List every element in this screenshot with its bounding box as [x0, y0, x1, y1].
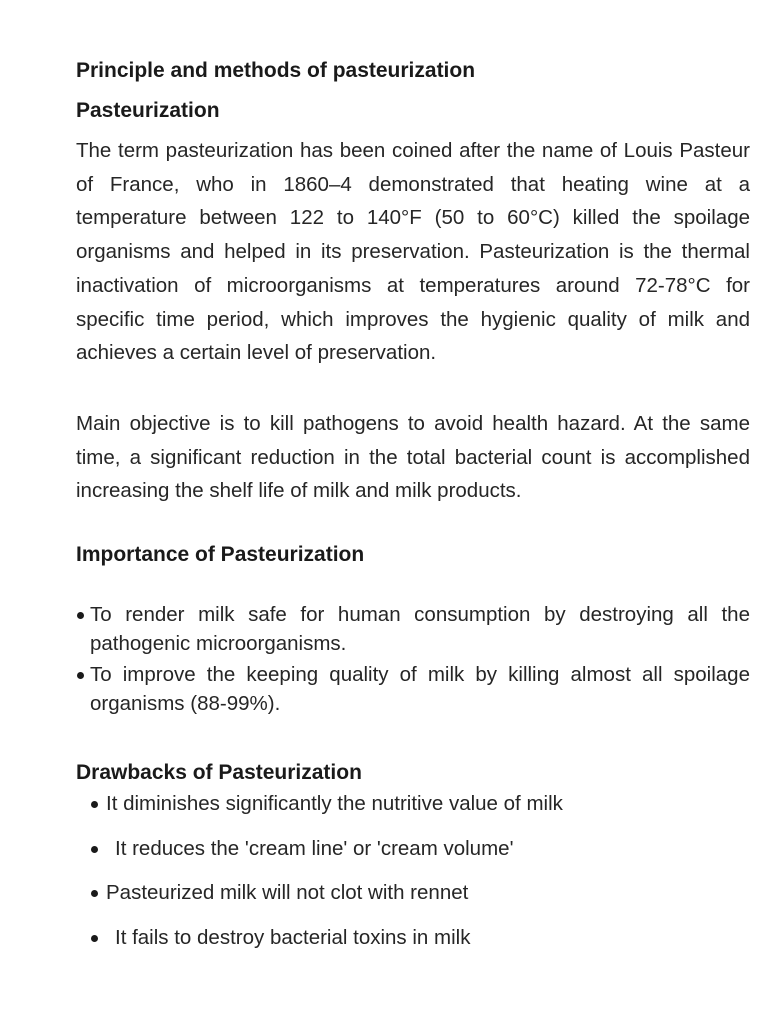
list-item: [90, 790, 750, 835]
importance-item-1: To render milk safe for human consumption by destroying all the pathogenic microorganisms.: [90, 603, 750, 655]
drawbacks-heading: Drawbacks of Pasteurization: [76, 761, 362, 784]
list-item: [90, 835, 750, 880]
drawbacks-list: [90, 790, 750, 968]
drawback-item-2: It reduces the 'cream line' or 'cream volume': [115, 836, 514, 860]
importance-item-2: To improve the keeping quality of milk by killing almost all spoilage organisms (88-99%).: [90, 663, 750, 715]
bullet-icon: [91, 801, 98, 808]
list-item: [76, 600, 750, 658]
drawback-item-4: It fails to destroy bacterial toxins in milk: [115, 925, 471, 949]
bullet-icon: [91, 846, 98, 853]
drawback-item-3: Pasteurized milk will not clot with rennet: [106, 881, 469, 904]
list-item: [90, 924, 750, 969]
bullet-icon: [77, 672, 84, 679]
bullet-icon: [91, 890, 98, 897]
page-title: Principle and methods of pasteurization: [76, 59, 476, 82]
pasteurization-paragraph-1: The term pasteurization has been coined after the name of Louis Pasteur of France, who in 1860–4 demonstrated that heating wine at a temperature between 122 to 140°F (50 to 60°C) killed the spoilage organisms and helped in its preservation. Pasteurization is the thermal inactivation of microorganisms at temperatures around 72-78°C for specific time period, which improves the hygienic quality of milk and achieves a certain level of preservation.: [76, 139, 750, 365]
bullet-icon: [77, 612, 84, 619]
list-item: [76, 660, 750, 718]
pasteurization-paragraph-2: Main objective is to kill pathogens to avoid health hazard. At the same time, a significant reduction in the total bacterial count is accomplished increasing the shelf life of milk and milk products.: [76, 412, 750, 503]
importance-heading: Importance of Pasteurization: [76, 543, 365, 566]
drawback-item-1: It diminishes significantly the nutritive value of milk: [106, 792, 563, 815]
pasteurization-heading: Pasteurization: [76, 99, 220, 122]
list-item: [90, 879, 750, 924]
importance-list: [76, 600, 750, 720]
bullet-icon: [91, 935, 98, 942]
